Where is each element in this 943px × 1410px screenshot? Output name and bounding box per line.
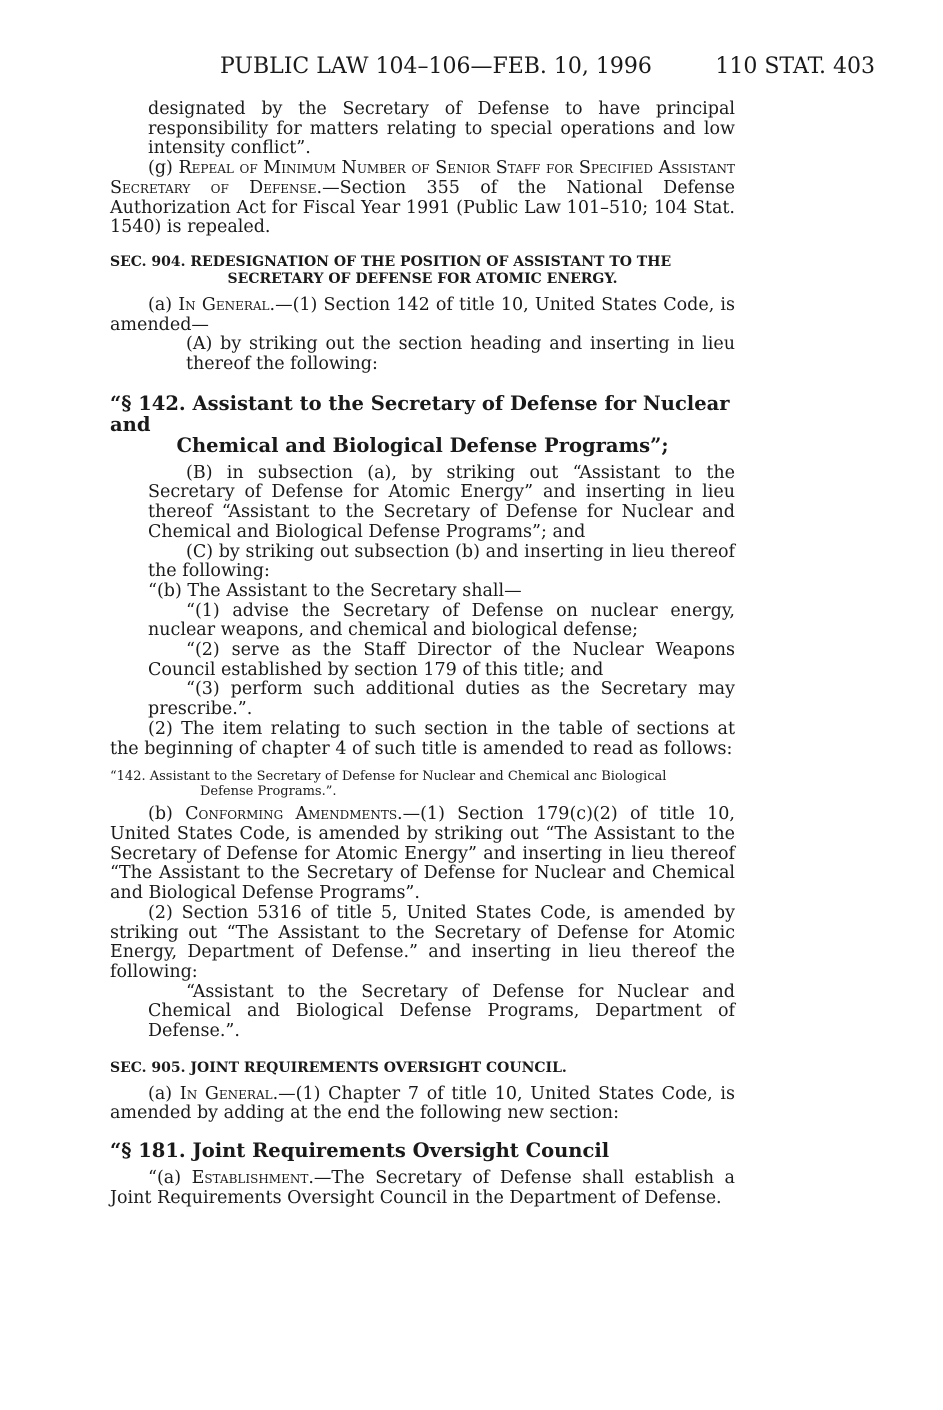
paragraph-label: (a) xyxy=(148,1083,180,1104)
paragraph-heading: Repeal of Minimum Number of Senior Staff for Specified Assistant Secretary of Defense. xyxy=(110,158,735,198)
paragraph-text: designated by the Secretary of Defense to have principal responsibility for matters relating to special operations and low intensity conflict”. xyxy=(148,99,735,159)
paragraph-2: (2) The item relating to such section in the table of sections at the beginning of chapter 4 of such title is amended to read as follows: xyxy=(110,718,735,759)
section-heading-line: “§ 142. Assistant to the Secretary of Defense for Nuclear and xyxy=(110,391,730,436)
running-header xyxy=(110,52,875,82)
document-body xyxy=(110,100,735,1209)
paragraph-text: —The Secretary of Defense shall establish a Joint Requirements Oversight Council in the Department of Defense. xyxy=(110,1168,735,1208)
section-904-heading xyxy=(110,254,735,288)
paragraph-heading: Conforming Amendments. xyxy=(185,804,403,825)
paragraph-establishment xyxy=(110,1169,735,1208)
paragraph-a-905 xyxy=(110,1085,735,1124)
quoted-clause-3: “(3) perform such additional duties as the Secretary may prescribe.”. xyxy=(148,679,735,720)
paragraph-label: (a) xyxy=(148,294,179,315)
section-heading-line: SEC. 904. REDESIGNATION OF THE POSITION OF ASSISTANT TO THE xyxy=(110,253,672,270)
paragraph-g xyxy=(110,159,735,238)
paragraph-heading: In General. xyxy=(179,1083,279,1104)
paragraph-continuation xyxy=(110,100,735,159)
paragraph-text: —(1) Chapter 7 of title 10, United States Code, is amended by adding at the end the following new section: xyxy=(110,1083,735,1124)
quoted-clause-1: “(1) advise the Secretary of Defense on nuclear energy, nuclear weapons, and chemical and biological defense; xyxy=(148,600,735,641)
paragraph-b-conforming xyxy=(110,805,735,904)
table-of-sections-item xyxy=(110,769,735,799)
paragraph-label: “(a) xyxy=(148,1168,192,1189)
subparagraph-A: (A) by striking out the section heading and inserting in lieu thereof the following: xyxy=(186,334,735,375)
paragraph-text: —Section 355 of the National Defense Authorization Act for Fiscal Year 1991 (Public Law 101–510; 104 Stat. 1540) is repealed. xyxy=(110,177,735,238)
paragraph-text: —(1) Section 179(c)(2) of title 10, United States Code, is amended by striking out “The Assistant to the Secretary of Defense for Atomic Energy” and inserting in lieu thereof “The Assistant to the Secretary of Defense for Nuclear and Chemical and Biological Defense Programs”. xyxy=(110,804,735,904)
toc-line: “142. Assistant to the Secretary of Defense for Nuclear and Chemical anc Biological xyxy=(110,769,667,785)
paragraph-text: —(1) Section 142 of title 10, United States Code, is amended— xyxy=(110,294,736,335)
paragraph-heading: In General. xyxy=(178,294,276,315)
section-905-heading: SEC. 905. JOINT REQUIREMENTS OVERSIGHT COUNCIL. xyxy=(110,1059,567,1076)
subparagraph-B: (B) in subsection (a), by striking out “Assistant to the Secretary of Defense for Atomic Energy” and inserting in lieu thereof “Assistant to the Secretary of Defense for Nuclear and Chemical and Biological Defense Programs”; and xyxy=(148,462,735,542)
quoted-title: “Assistant to the Secretary of Defense for Nuclear and Chemical and Biological Defense Programs, Department of Defense.”. xyxy=(148,981,735,1042)
paragraph-label: (g) xyxy=(148,158,179,179)
section-181-heading: “§ 181. Joint Requirements Oversight Council xyxy=(110,1139,610,1163)
paragraph-a xyxy=(110,296,735,335)
subparagraph-C: (C) by striking out subsection (b) and inserting in lieu thereof the following: xyxy=(148,541,735,582)
header-title: PUBLIC LAW 104–106—FEB. 10, 1996 xyxy=(220,54,652,79)
section-142-heading xyxy=(110,393,735,456)
paragraph-label: (b) xyxy=(148,804,186,825)
header-stat-page: 110 STAT. 403 xyxy=(715,54,875,79)
section-heading-line: Chemical and Biological Defense Programs”; xyxy=(176,433,669,457)
paragraph-conforming-2: (2) Section 5316 of title 5, United States Code, is amended by striking out “The Assistant to the Secretary of Defense for Atomic Energy, Department of Defense.” and inserting in lieu thereof the following: xyxy=(110,902,735,982)
quoted-subsection-b: “(b) The Assistant to the Secretary shall— xyxy=(148,580,522,601)
section-heading-line: SECRETARY OF DEFENSE FOR ATOMIC ENERGY. xyxy=(227,270,618,287)
toc-line: Defense Programs.”. xyxy=(200,784,337,800)
paragraph-heading: Establishment. xyxy=(191,1168,314,1189)
quoted-clause-2: “(2) serve as the Staff Director of the Nuclear Weapons Council established by section 179 of this title; and xyxy=(148,640,735,680)
